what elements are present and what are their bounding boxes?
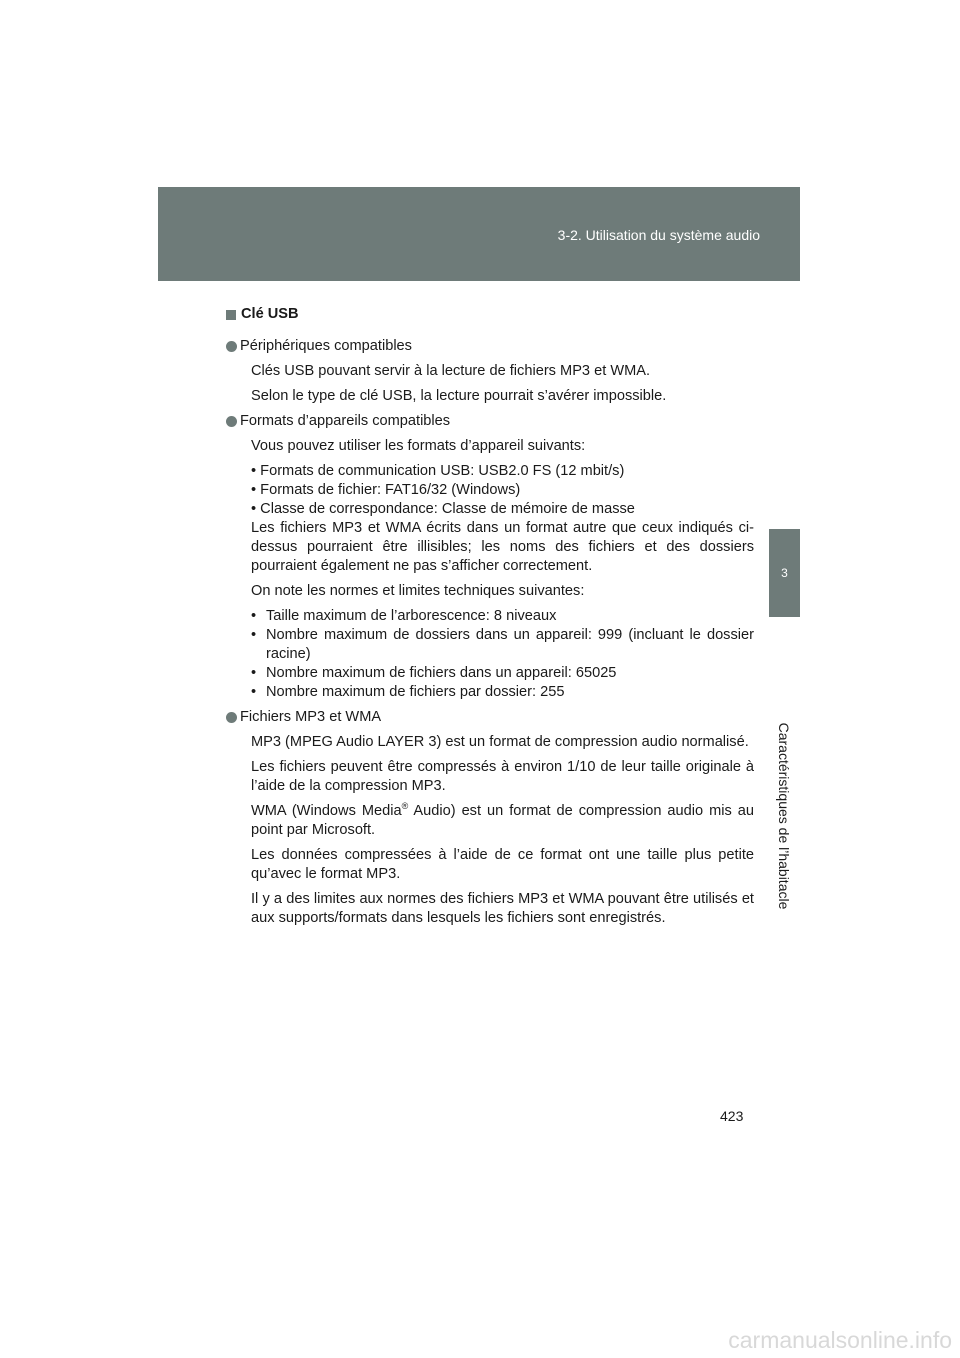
circle-bullet-icon	[226, 341, 237, 352]
paragraph: Il y a des limites aux normes des fichiers MP3 et WMA pouvant être utilisés et aux supports/formats dans lesquels les fichiers sont enregistrés.	[251, 891, 754, 926]
section-heading	[226, 305, 754, 324]
square-bullet-icon	[226, 310, 236, 320]
subsection-title	[226, 708, 754, 727]
list-item: • Nombre maximum de dossiers dans un appareil: 999 (incluant le dossier racine)	[251, 627, 754, 662]
paragraph: Les données compressées à l’aide de ce format ont une taille plus petite qu’avec le format MP3.	[251, 847, 754, 882]
paragraph: MP3 (MPEG Audio LAYER 3) est un format de compression audio normalisé.	[251, 734, 749, 750]
list-item-text: Nombre maximum de dossiers dans un appareil: 999 (incluant le dossier racine)	[266, 627, 754, 662]
subsection-title-text: Formats d’appareils compatibles	[240, 413, 451, 429]
paragraph-text: WMA (Windows Media	[251, 803, 402, 819]
list-item-text: Nombre maximum de fichiers dans un appareil: 65025	[266, 665, 617, 681]
format-list	[251, 462, 754, 576]
section-title: 3-2. Utilisation du système audio	[557, 227, 760, 243]
paragraph: Les fichiers MP3 et WMA écrits dans un format autre que ceux indiqués ci-dessus pourraient être illisibles; les noms des fichiers et des dossiers pourraient également ne pas s’afficher correctement.	[251, 520, 754, 574]
subsection-title	[226, 337, 754, 356]
page-content	[226, 305, 754, 934]
subsection-title	[226, 412, 754, 431]
paragraph: Vous pouvez utiliser les formats d’appareil suivants:	[251, 438, 586, 454]
paragraph	[251, 802, 754, 840]
list-item: • Nombre maximum de fichiers dans un appareil: 65025	[251, 665, 617, 681]
circle-bullet-icon	[226, 712, 237, 723]
list-item-text: Nombre maximum de fichiers par dossier: 255	[266, 684, 565, 700]
paragraph: Clés USB pouvant servir à la lecture de fichiers MP3 et WMA.	[251, 363, 651, 379]
list-item: • Classe de correspondance: Classe de mémoire de masse	[251, 501, 635, 517]
paragraph: Les fichiers peuvent être compressés à environ 1/10 de leur taille originale à l’aide de la compression MP3.	[251, 759, 754, 794]
registered-mark: ®	[401, 801, 409, 812]
list-item: • Nombre maximum de fichiers par dossier: 255	[251, 684, 565, 700]
chapter-number-tab: 3	[769, 529, 800, 617]
list-item: • Formats de communication USB: USB2.0 FS (12 mbit/s)	[251, 463, 625, 479]
list-item-text: Taille maximum de l’arborescence: 8 niveaux	[266, 608, 557, 624]
heading-text: Clé USB	[241, 306, 299, 322]
paragraph: On note les normes et limites techniques suivantes:	[251, 583, 585, 599]
paragraph-text: Audio) est un format de compression audio mis au point par Microsoft.	[251, 803, 755, 838]
circle-bullet-icon	[226, 416, 237, 427]
header-band	[158, 187, 800, 281]
subsection-title-text: Périphériques compatibles	[240, 338, 412, 354]
chapter-label: Caractéristiques de l’habitacle	[776, 722, 792, 910]
list-item: • Formats de fichier: FAT16/32 (Windows)	[251, 482, 521, 498]
watermark: carmanualsonline.info	[728, 1327, 952, 1353]
paragraph: Selon le type de clé USB, la lecture pourrait s’avérer impossible.	[251, 388, 667, 404]
limits-list	[251, 607, 754, 702]
subsection-title-text: Fichiers MP3 et WMA	[240, 709, 382, 725]
list-item: • Taille maximum de l’arborescence: 8 niveaux	[251, 608, 557, 624]
page-number: 423	[720, 1108, 744, 1124]
